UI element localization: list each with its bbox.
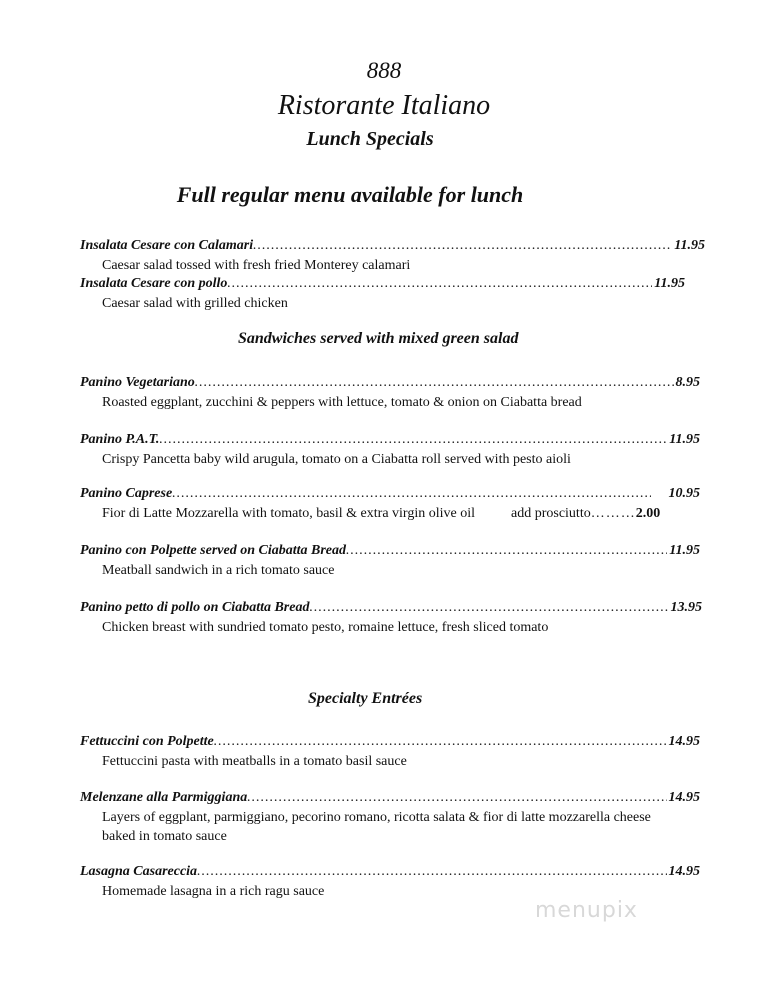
item-price: 13.95 bbox=[670, 600, 702, 615]
item-price: 14.95 bbox=[668, 734, 700, 749]
menu-note: Full regular menu available for lunch bbox=[176, 182, 524, 207]
item-name: Lasagna Casareccia bbox=[80, 864, 198, 879]
item-price: 14.95 bbox=[668, 864, 700, 879]
menu-item bbox=[80, 734, 700, 771]
menu-item bbox=[80, 543, 700, 580]
menu-item bbox=[80, 432, 700, 469]
item-name: Panino Vegetariano bbox=[80, 375, 195, 390]
watermark-logo: menupix bbox=[535, 898, 638, 923]
item-name: Insalata Cesare con Calamari bbox=[80, 238, 254, 253]
restaurant-name: Ristorante Italiano bbox=[277, 90, 491, 121]
item-name: Panino con Polpette served on Ciabatta Bread bbox=[80, 543, 346, 558]
item-price: 11.95 bbox=[669, 432, 700, 447]
item-description: Fior di Latte Mozzarella with tomato, basil & extra virgin olive oil bbox=[102, 506, 475, 521]
menu-item: Panino Caprese ..... 10.95 Fior di Latte Mozzarella with tomato, basil & extra virgin olive oil add prosciutto ……… 2.00 bbox=[80, 486, 700, 523]
menu-item bbox=[80, 864, 700, 901]
restaurant-number: 888 bbox=[366, 58, 402, 83]
item-price: 14.95 bbox=[668, 790, 700, 805]
item-description: Layers of eggplant, parmiggiano, pecorino romano, ricotta salata & fior di latte mozzarella cheese bbox=[102, 810, 651, 825]
item-description: Meatball sandwich in a rich tomato sauce bbox=[102, 563, 335, 578]
item-name: Panino petto di pollo on Ciabatta Bread bbox=[80, 600, 310, 615]
menu-item bbox=[80, 276, 685, 313]
addon-label: add prosciutto bbox=[511, 506, 591, 521]
item-description: Fettuccini pasta with meatballs in a tomato basil sauce bbox=[102, 754, 407, 769]
item-price: 11.95 bbox=[674, 238, 705, 253]
menu-item bbox=[80, 600, 702, 637]
item-price: 10.95 bbox=[668, 486, 700, 501]
item-name: Panino Caprese bbox=[80, 486, 173, 501]
item-name: Fettuccini con Polpette bbox=[80, 734, 214, 749]
section-heading-entrees: Specialty Entrées bbox=[308, 690, 423, 707]
menu-item bbox=[80, 375, 700, 412]
item-description: Caesar salad tossed with fresh fried Monterey calamari bbox=[102, 258, 411, 273]
item-price: 8.95 bbox=[675, 375, 700, 390]
item-description-continued: baked in tomato sauce bbox=[102, 829, 227, 844]
menu-item bbox=[80, 238, 705, 275]
item-description: Homemade lasagna in a rich ragu sauce bbox=[102, 884, 325, 899]
item-price: 11.95 bbox=[654, 276, 685, 291]
item-name: Melenzane alla Parmiggiana bbox=[80, 790, 248, 805]
addon-price: 2.00 bbox=[635, 506, 661, 521]
item-description: Caesar salad with grilled chicken bbox=[102, 296, 288, 311]
item-description: Chicken breast with sundried tomato pesto, romaine lettuce, fresh sliced tomato bbox=[102, 620, 549, 635]
section-heading-sandwiches: Sandwiches served with mixed green salad bbox=[238, 330, 519, 347]
item-name: Insalata Cesare con pollo bbox=[80, 276, 228, 291]
item-description: Roasted eggplant, zucchini & peppers with lettuce, tomato & onion on Ciabatta bread bbox=[102, 395, 582, 410]
item-description: Crispy Pancetta baby wild arugula, tomato on a Ciabatta roll served with pesto aioli bbox=[102, 452, 571, 467]
menu-item bbox=[80, 790, 700, 846]
item-price: 11.95 bbox=[669, 543, 700, 558]
item-name: Panino P.A.T. bbox=[80, 432, 160, 447]
menu-subtitle: Lunch Specials bbox=[306, 128, 434, 150]
